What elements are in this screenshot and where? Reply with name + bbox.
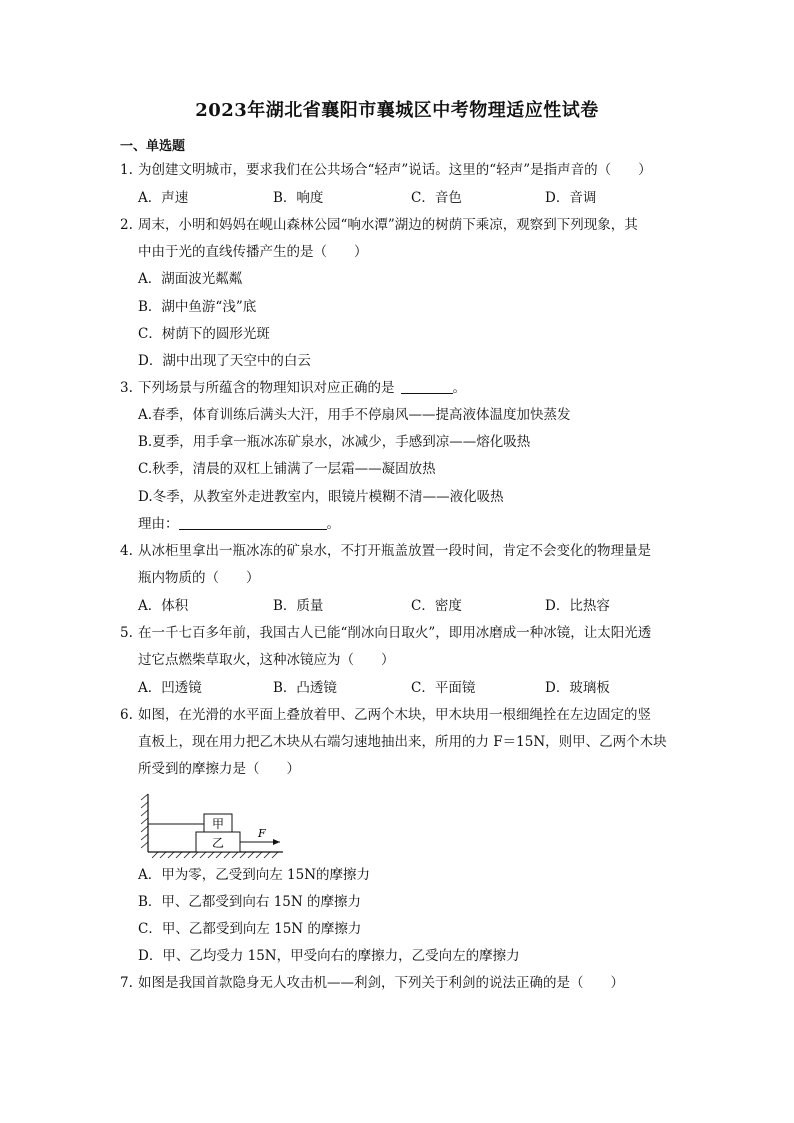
reason-blank[interactable] xyxy=(179,513,327,530)
option-a[interactable]: A．声速 xyxy=(138,190,189,206)
block-jia-label: 甲 xyxy=(211,817,225,831)
option-b[interactable]: B．甲、乙都受到向右 15N 的摩擦力 xyxy=(138,894,361,910)
option-d[interactable]: D．玻璃板 xyxy=(545,680,610,696)
question-number: 2. xyxy=(120,217,133,233)
option-c[interactable]: C．甲、乙都受到向左 15N 的摩擦力 xyxy=(138,921,362,937)
question-1 xyxy=(120,157,680,184)
question-text-line2: 过它点燃柴草取火，这种冰镜应为（ ） xyxy=(138,652,395,668)
option-a[interactable]: A．湖面波光粼粼 xyxy=(138,271,243,287)
answer-blank[interactable] xyxy=(401,377,453,394)
question-text: 如图是我国首款隐身无人攻击机——利剑，下列关于利剑的说法正确的是（ ） xyxy=(138,975,624,991)
friction-figure xyxy=(138,790,298,860)
question-number: 5. xyxy=(120,625,133,641)
option-c[interactable]: C．音色 xyxy=(411,190,462,206)
option-a[interactable]: A．体积 xyxy=(138,598,189,614)
option-d[interactable]: D．湖中出现了天空中的白云 xyxy=(138,353,311,369)
option-b[interactable]: B．响度 xyxy=(273,190,324,206)
reason-line xyxy=(138,511,340,538)
question-4-options xyxy=(138,593,678,620)
question-7 xyxy=(120,970,680,997)
option-c[interactable]: C．平面镜 xyxy=(411,680,476,696)
option-b[interactable]: B．凸透镜 xyxy=(273,680,337,696)
question-number: 7. xyxy=(120,975,133,991)
option-a[interactable]: A．甲为零，乙受到向左 15N的摩擦力 xyxy=(138,867,371,883)
question-5-options xyxy=(138,675,678,702)
question-number: 3. xyxy=(120,380,133,396)
exam-title: 2023年湖北省襄阳市襄城区中考物理适应性试卷 xyxy=(195,100,599,121)
wall-hatch xyxy=(141,794,148,848)
question-text: 下列场景与所蕴含的物理知识对应正确的是 xyxy=(138,380,395,396)
question-4 xyxy=(120,538,680,565)
reason-end: 。 xyxy=(326,516,340,532)
force-label: F xyxy=(258,827,266,840)
option-d[interactable]: D．甲、乙均受力 15N，甲受向右的摩擦力，乙受向左的摩擦力 xyxy=(138,948,520,964)
section-heading: 一、单选题 xyxy=(120,139,186,154)
question-text-line1: 周末，小明和妈妈在岘山森林公园“响水潭”湖边的树荫下乘凉，观察到下列现象，其 xyxy=(138,217,638,233)
option-c[interactable]: C．密度 xyxy=(411,598,462,614)
question-5 xyxy=(120,620,680,647)
option-c[interactable]: C．树荫下的圆形光斑 xyxy=(138,326,270,342)
option-d[interactable]: D．音调 xyxy=(545,190,597,206)
question-6 xyxy=(120,702,680,729)
option-c[interactable]: C.秋季，清晨的双杠上铺满了一层霜——凝固放热 xyxy=(138,461,436,477)
question-number: 1. xyxy=(120,162,133,178)
reason-label: 理由： xyxy=(138,516,179,532)
option-a[interactable]: A.春季，体育训练后满头大汗，用手不停扇风——提高液体温度加快蒸发 xyxy=(138,407,571,423)
option-b[interactable]: B．湖中鱼游“浅”底 xyxy=(138,299,257,315)
question-text-line1: 如图，在光滑的水平面上叠放着甲、乙两个木块，甲木块用一根细绳拴在左边固定的竖 xyxy=(138,707,651,723)
option-d[interactable]: D.冬季，从教室外走进教室内，眼镜片模糊不清——液化吸热 xyxy=(138,489,504,505)
option-a[interactable]: A．凹透镜 xyxy=(138,680,202,696)
question-text: 为创建文明城市，要求我们在公共场合“轻声”说话。这里的“轻声”是指声音的（ ） xyxy=(138,162,652,178)
question-text-line3: 所受到的摩擦力是（ ） xyxy=(138,761,300,777)
question-text-line2: 中由于光的直线传播产生的是（ ） xyxy=(138,244,368,260)
option-b[interactable]: B.夏季，用手拿一瓶冰冻矿泉水，冰减少，手感到凉——熔化吸热 xyxy=(138,434,531,450)
question-text-line2: 瓶内物质的（ ） xyxy=(138,570,260,586)
option-b[interactable]: B．质量 xyxy=(273,598,324,614)
question-1-options xyxy=(138,185,678,212)
question-text-line1: 在一千七百多年前，我国古人已能“削冰向日取火”，即用冰磨成一种冰镜，让太阳光透 xyxy=(138,625,652,641)
question-number: 4. xyxy=(120,543,133,559)
question-text-end: 。 xyxy=(452,380,466,396)
question-number: 6. xyxy=(120,707,133,723)
question-2 xyxy=(120,212,680,239)
question-3 xyxy=(120,375,680,402)
ground-hatch xyxy=(152,852,278,858)
arrow-head-icon xyxy=(273,839,280,845)
option-d[interactable]: D．比热容 xyxy=(545,598,610,614)
block-yi-label: 乙 xyxy=(211,836,225,850)
question-text-line1: 从冰柜里拿出一瓶冰冻的矿泉水，不打开瓶盖放置一段时间，肯定不会变化的物理量是 xyxy=(138,543,651,559)
question-text-line2: 直板上，现在用力把乙木块从右端匀速地抽出来，所用的力 F＝15N，则甲、乙两个木块 xyxy=(138,734,667,750)
